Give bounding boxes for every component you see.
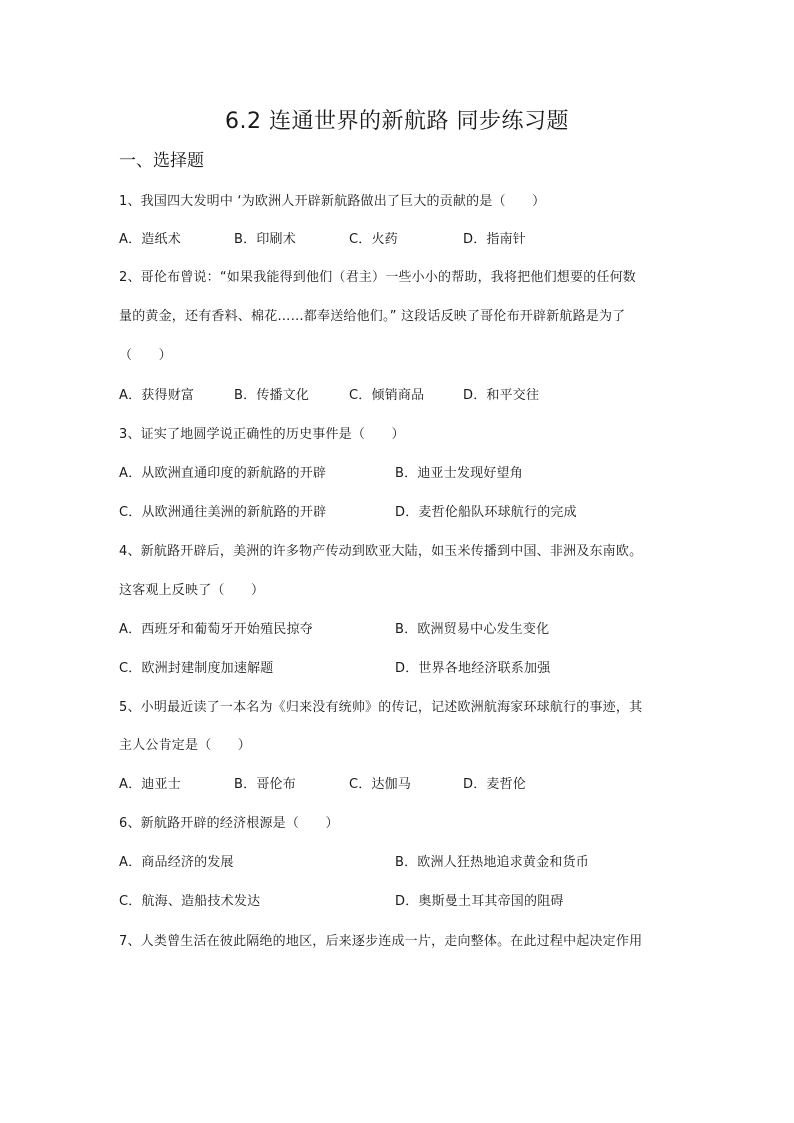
question-4-option-d: D．世界各地经济联系加强: [395, 661, 551, 676]
question-4-option-b: B．欧洲贸易中心发生变化: [395, 622, 550, 637]
question-1-option-d: D．指南针: [463, 232, 527, 247]
question-5-option-c: C．达伽马: [349, 777, 412, 792]
question-1-option-b: B．印刷术: [234, 232, 296, 247]
question-5-stem-line-2: 主人公肯定是（ ）: [119, 738, 252, 753]
question-6-option-b: B．欧洲人狂热地追求黄金和货币: [395, 855, 589, 870]
question-4-option-a: A．西班牙和葡萄牙开始殖民掠夺: [119, 622, 313, 637]
question-6-stem: 6、新航路开辟的经济根源是（ ）: [119, 816, 339, 831]
page-title: 6.2 连通世界的新航路 同步练习题: [225, 109, 569, 134]
question-1-option-a: A．造纸术: [119, 232, 181, 247]
question-7-stem: 7、人类曾生活在彼此隔绝的地区，后来逐步连成一片，走向整体。在此过程中起决定作用: [119, 934, 643, 949]
question-3-option-c: C．从欧洲通往美洲的新航路的开辟: [119, 505, 327, 520]
question-1-stem: 1、我国四大发明中 ‘为欧洲人开辟新航路做出了巨大的贡献的是（ ）: [119, 194, 546, 209]
question-2-stem-line-1: 2、哥伦布曾说：“如果我能得到他们（君主）一些小小的帮助，我将把他们想要的任何数: [119, 270, 637, 285]
question-5-stem-line-1: 5、小明最近读了一本名为《归来没有统帅》的传记，记述欧洲航海家环球航行的事迹，其: [119, 700, 643, 715]
question-6-option-a: A．商品经济的发展: [119, 855, 234, 870]
question-2-option-a: A．获得财富: [119, 388, 195, 403]
question-2-option-d: D．和平交往: [463, 388, 540, 403]
question-3-stem: 3、证实了地圆学说正确性的历史事件是（ ）: [119, 427, 405, 442]
question-4-option-c: C．欧洲封建制度加速解题: [119, 661, 274, 676]
question-6-option-d: D．奥斯曼土耳其帝国的阻碍: [395, 894, 564, 909]
question-3-option-b: B．迪亚士发现好望角: [395, 466, 523, 481]
question-5-option-a: A．迪亚士: [119, 777, 181, 792]
question-1-option-c: C．火药: [349, 232, 398, 247]
question-3-option-d: D．麦哲伦船队环球航行的完成: [395, 505, 577, 520]
question-2-stem-line-3: （ ）: [119, 348, 172, 363]
question-5-option-d: D．麦哲伦: [463, 777, 527, 792]
question-2-option-c: C．倾销商品: [349, 388, 425, 403]
question-6-option-c: C．航海、造船技术发达: [119, 894, 261, 909]
question-4-stem-line-2: 这客观上反映了（ ）: [119, 583, 265, 598]
question-3-option-a: A．从欧洲直通印度的新航路的开辟: [119, 466, 327, 481]
section-heading: 一、选择题: [119, 151, 204, 171]
question-2-option-b: B．传播文化: [234, 388, 310, 403]
question-4-stem-line-1: 4、新航路开辟后，美洲的许多物产传动到欧亚大陆，如玉米传播到中国、非洲及东南欧。: [119, 544, 643, 559]
question-5-option-b: B．哥伦布: [234, 777, 296, 792]
question-2-stem-line-2: 量的黄金，还有香料、棉花……都奉送给他们。” 这段话反映了哥伦布开辟新航路是为了: [119, 309, 626, 324]
